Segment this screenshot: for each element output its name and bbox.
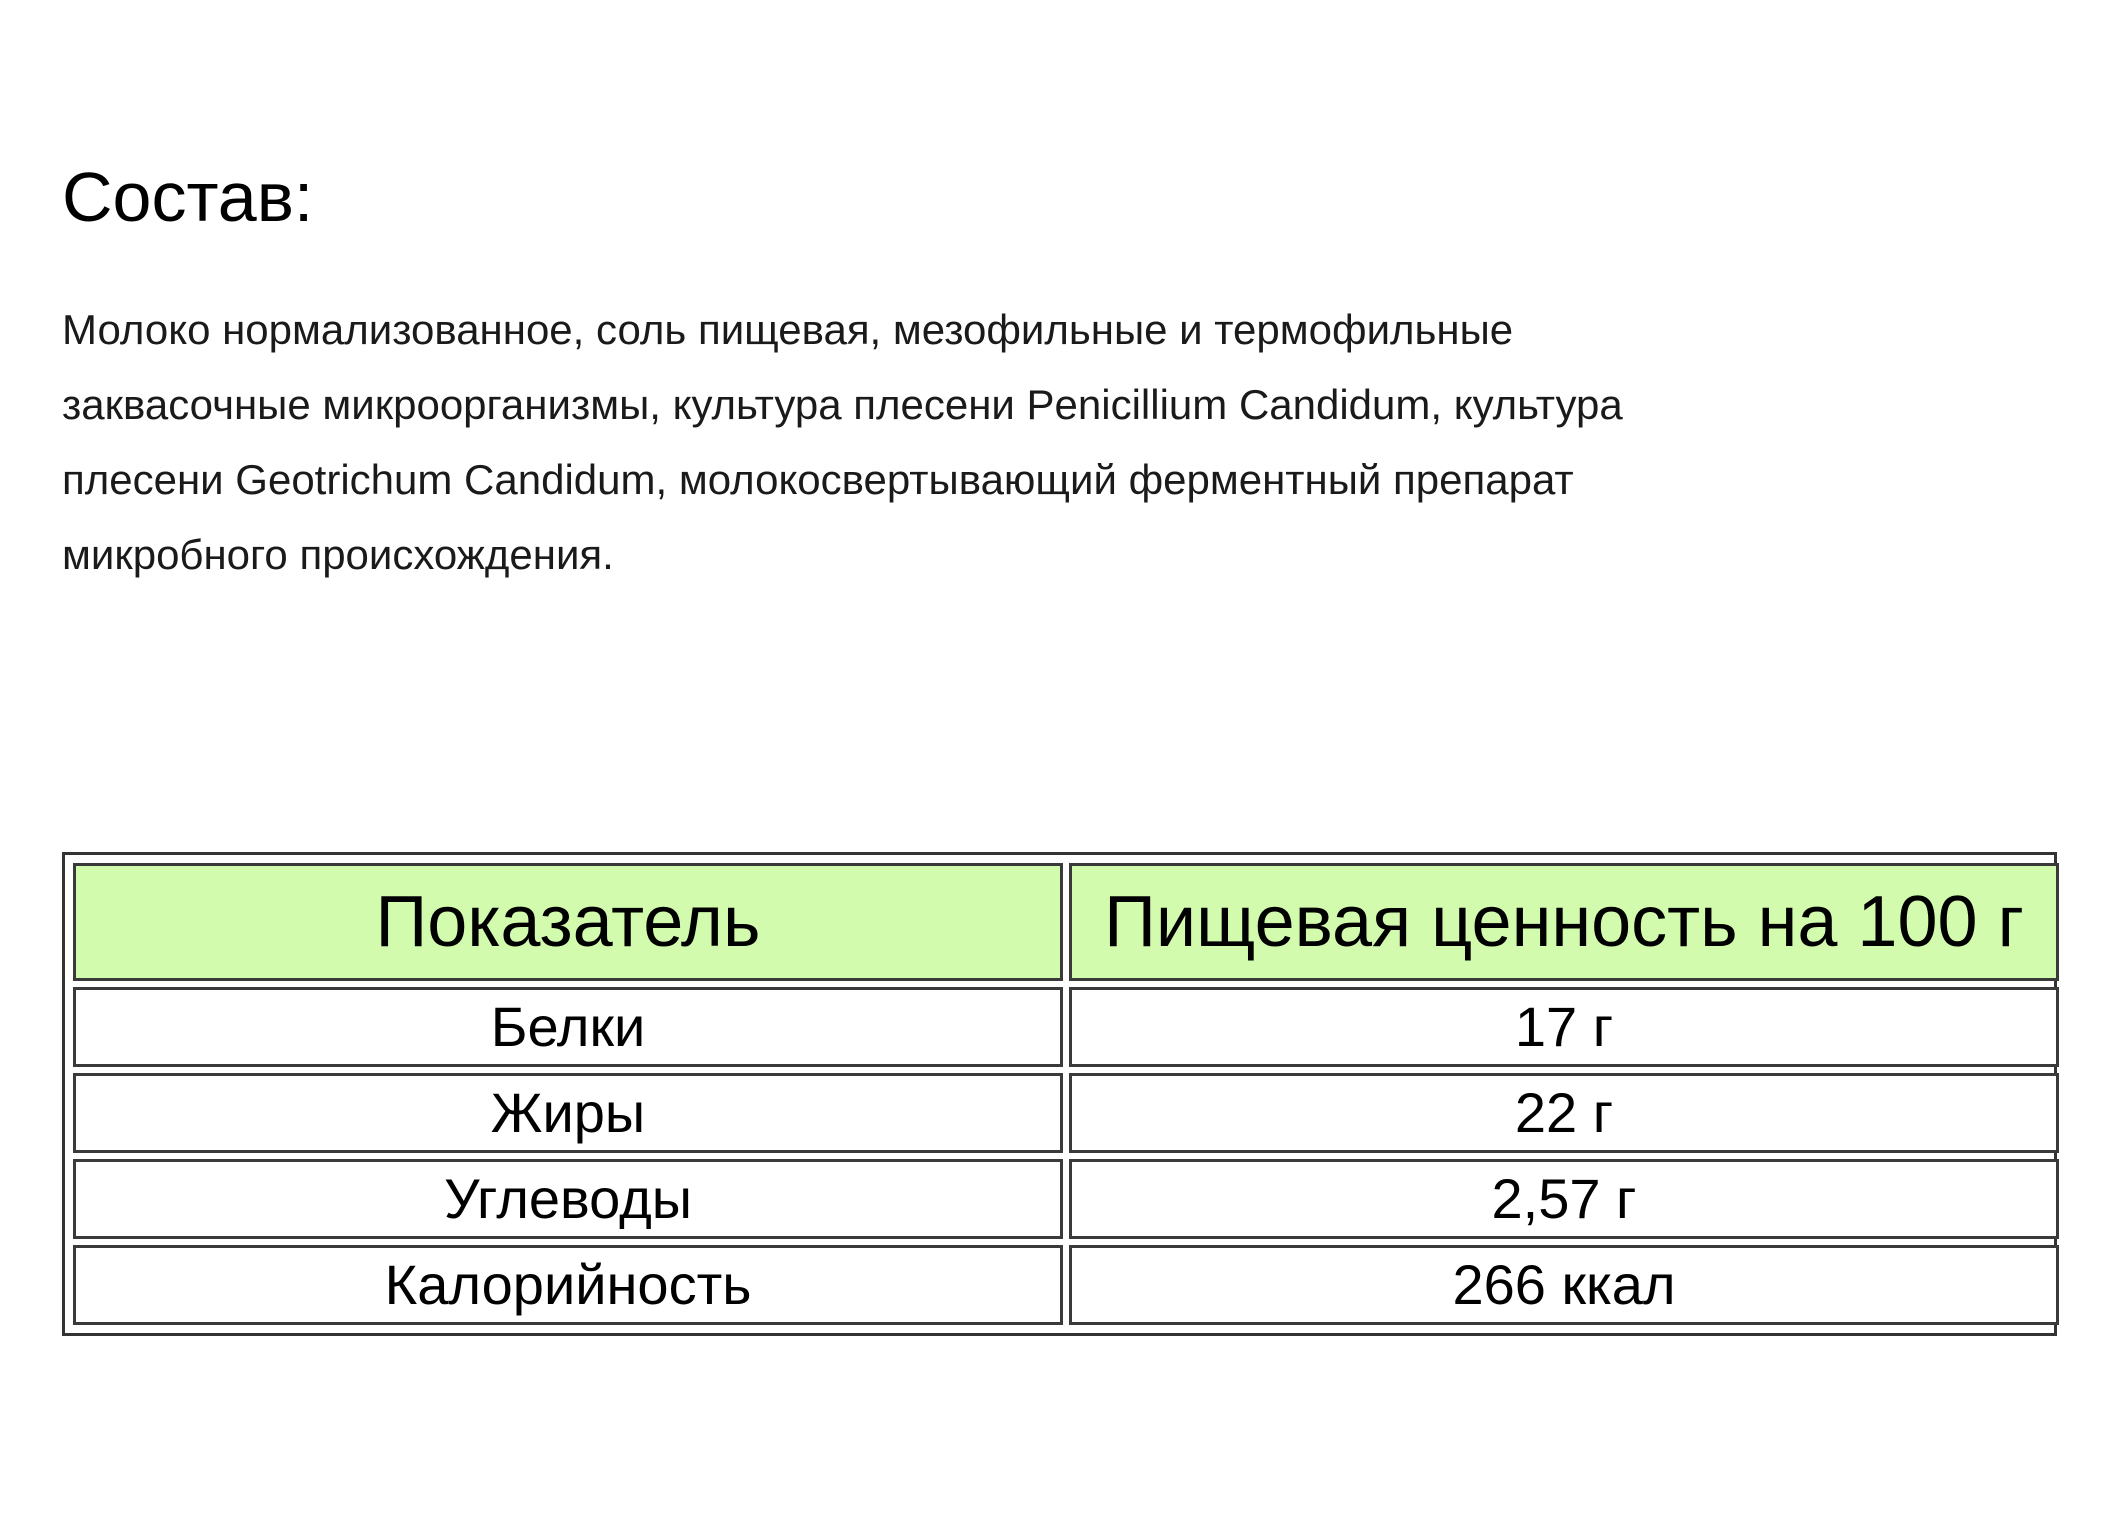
row-value: 2,57 г — [1069, 1159, 2059, 1239]
table-row — [73, 1073, 2059, 1153]
row-label: Калорийность — [73, 1245, 1063, 1325]
table-row — [73, 1159, 2059, 1239]
row-label: Жиры — [73, 1073, 1063, 1153]
header-indicator: Показатель — [73, 863, 1063, 981]
row-value: 266 ккал — [1069, 1245, 2059, 1325]
row-label: Белки — [73, 987, 1063, 1067]
composition-text — [62, 292, 1962, 592]
table-row — [73, 987, 2059, 1067]
header-nutritional-value: Пищевая ценность на 100 г — [1069, 863, 2059, 981]
row-label: Углеводы — [73, 1159, 1063, 1239]
nutrition-table — [67, 857, 2065, 1331]
composition-line: заквасочные микроорганизмы, культура плесени Penicillium Candidum, культура — [62, 381, 1623, 428]
table-header-row — [73, 863, 2059, 981]
row-value: 22 г — [1069, 1073, 2059, 1153]
composition-line: плесени Geotrichum Candidum, молокосвертывающий ферментный препарат — [62, 456, 1574, 503]
composition-heading: Состав: — [62, 158, 314, 236]
composition-line: Молоко нормализованное, соль пищевая, мезофильные и термофильные — [62, 306, 1514, 353]
table-row — [73, 1245, 2059, 1325]
row-value: 17 г — [1069, 987, 2059, 1067]
composition-line: микробного происхождения. — [62, 531, 614, 578]
nutrition-table-frame — [62, 852, 2057, 1336]
